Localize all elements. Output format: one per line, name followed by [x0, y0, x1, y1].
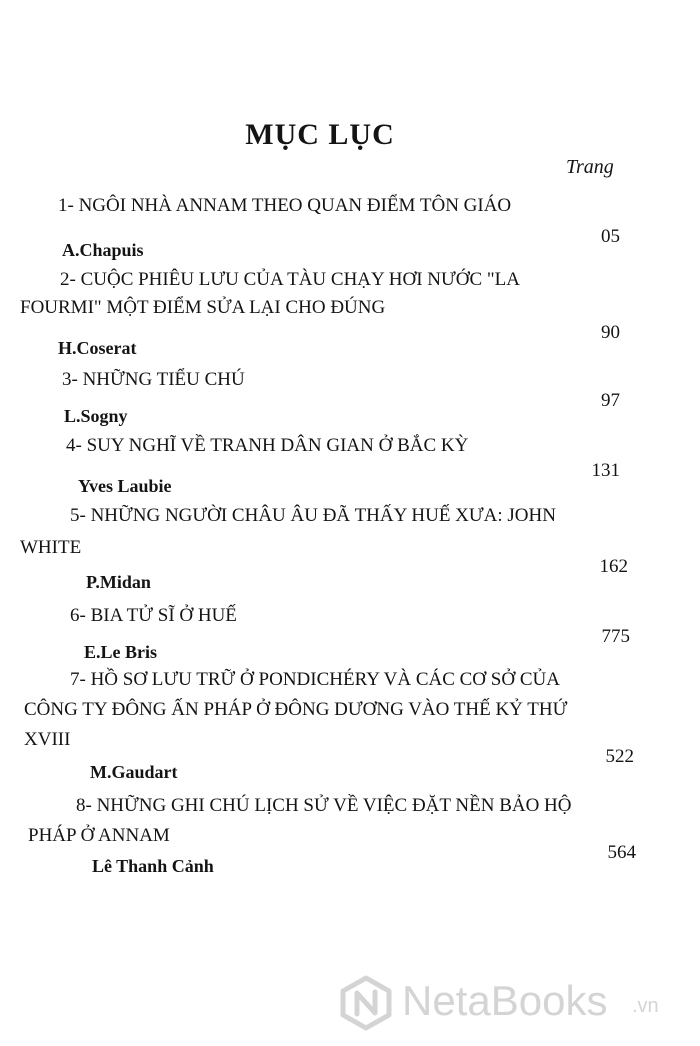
entry-1-title [58, 190, 511, 222]
entry-title-line: CÔNG TY ĐÔNG ẤN PHÁP Ở ĐÔNG DƯƠNG VÀO THẾ KỶ THỨ [24, 699, 568, 720]
entry-6-title [70, 600, 237, 632]
entry-8-title-cont [28, 820, 170, 852]
entry-8-page: 564 [607, 842, 636, 863]
entry-title-line: 8- NHỮNG GHI CHÚ LỊCH SỬ VỀ VIỆC ĐẶT NỀN BẢO HỘ [76, 795, 572, 816]
watermark-suffix: .vn [632, 995, 659, 1017]
netabooks-logo-icon [338, 975, 394, 1031]
entry-4-page: 131 [591, 460, 620, 481]
entry-title-line: 6- BIA TỬ SĨ Ở HUẾ [70, 605, 237, 626]
entry-title-line: FOURMI" MỘT ĐIỂM SỬA LẠI CHO ĐÚNG [20, 297, 386, 318]
entry-title-line: 2- CUỘC PHIÊU LƯU CỦA TÀU CHẠY HƠI NƯỚC "LA [60, 269, 520, 290]
entry-5-title-cont [20, 532, 81, 564]
entry-7-title [24, 664, 636, 696]
entry-3-title [62, 364, 245, 396]
entry-7-page: 522 [605, 746, 634, 767]
entry-1-author: A.Chapuis [62, 240, 144, 260]
entry-3-author: L.Sogny [64, 406, 128, 426]
entry-title-line: XVIII [24, 729, 71, 750]
entry-6-author: E.Le Bris [84, 642, 158, 662]
entry-5-page: 162 [599, 556, 628, 577]
entry-8-author: Lê Thanh Cảnh [92, 856, 214, 876]
entry-1-page: 05 [601, 226, 620, 247]
entry-5-author: P.Midan [86, 572, 151, 592]
entry-6-page: 775 [601, 626, 630, 647]
entry-5-title [20, 500, 630, 532]
entry-4-title [66, 430, 468, 462]
entry-title-line: 4- SUY NGHĨ VỀ TRANH DÂN GIAN Ở BẮC KỲ [66, 435, 469, 456]
entry-4-author: Yves Laubie [78, 476, 172, 496]
entry-8-title [28, 790, 636, 822]
entry-3-page: 97 [601, 390, 620, 411]
entry-title-line: PHÁP Ở ANNAM [28, 825, 170, 846]
page-column-label: Trang [566, 156, 614, 178]
entry-title-line: 3- NHỮNG TIỂU CHÚ [62, 369, 245, 390]
page-title: MỤC LỤC [245, 118, 395, 151]
entry-title-line: WHITE [20, 537, 82, 558]
entry-2-page: 90 [601, 322, 620, 343]
entry-7-title-cont [24, 694, 567, 726]
entry-2-title-cont [20, 292, 385, 324]
entry-2-author: H.Coserat [58, 338, 137, 358]
entry-title-line: 7- HỒ SƠ LƯU TRỮ Ở PONDICHÉRY VÀ CÁC CƠ SỞ CỦA [70, 669, 560, 690]
entry-title-line: 5- NHỮNG NGƯỜI CHÂU ÂU ĐÃ THẤY HUẾ XƯA: JOHN [70, 505, 556, 526]
entry-title-line: 1- NGÔI NHÀ ANNAM THEO QUAN ĐIỂM TÔN GIÁO [58, 195, 512, 216]
entry-7-author: M.Gaudart [90, 762, 178, 782]
entry-7-title-cont2 [24, 724, 70, 756]
watermark [338, 975, 698, 1035]
watermark-brand: NetaBooks [402, 977, 608, 1024]
